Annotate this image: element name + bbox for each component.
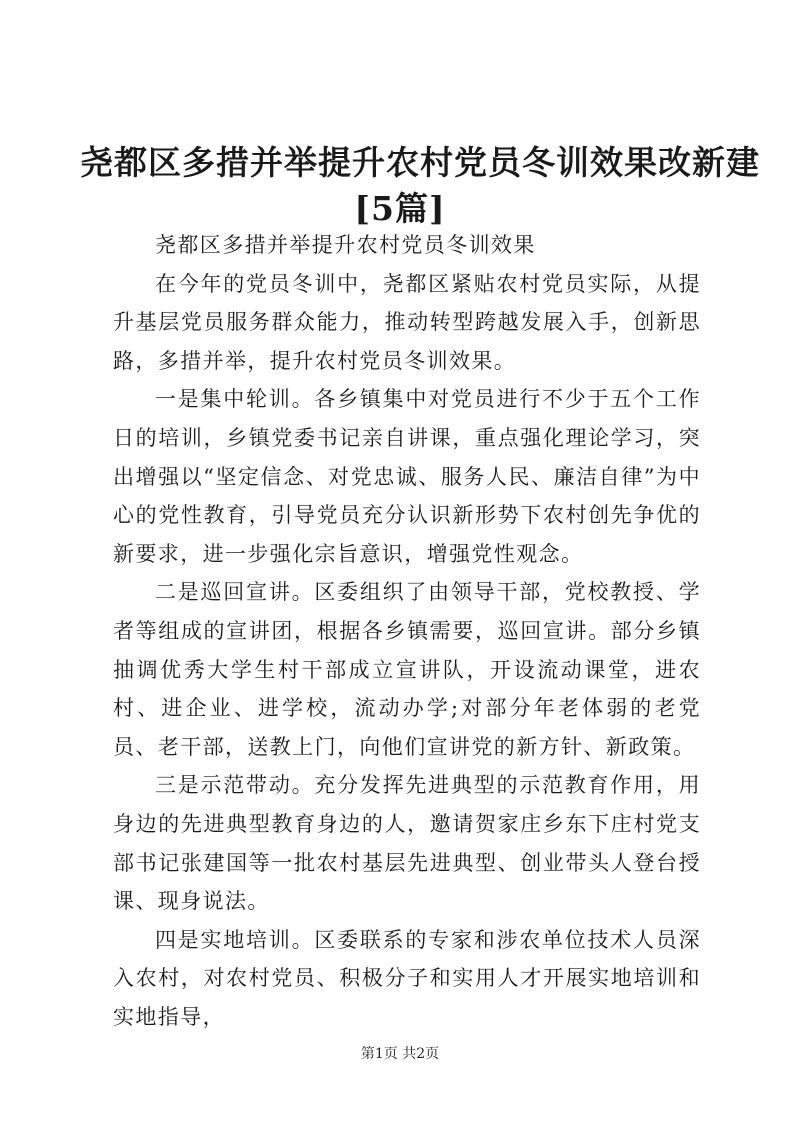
page-number-label: 第1页 共2页 xyxy=(360,1046,440,1062)
document-body xyxy=(113,226,701,1036)
page-footer xyxy=(0,1044,800,1064)
paragraph-field-training: 四是实地培训。区委联系的专家和涉农单位技术人员深入农村，对农村党员、积极分子和实用人才开展实地培训和实地指导， xyxy=(113,927,701,1029)
paragraph-intro: 在今年的党员冬训中，尧都区紧贴农村党员实际，从提升基层党员服务群众能力，推动转型跨越发展入手，创新思路，多措并举，提升农村党员冬训效果。 xyxy=(113,271,701,373)
paragraph-model-leadership: 三是示范带动。充分发挥先进典型的示范教育作用，用身边的先进典型教育身边的人，邀请贺家庄乡东下庄村党支部书记张建国等一批农村基层先进典型、创业带头人登台授课、现身说法。 xyxy=(113,773,701,914)
paragraph-touring-lectures: 二是巡回宣讲。区委组织了由领导干部，党校教授、学者等组成的宣讲团，根据各乡镇需要，巡回宣讲。部分乡镇抽调优秀大学生村干部成立宣讲队，开设流动课堂，进农村、进企业、进学校，流动办学;对部分年老体弱的老党员、老干部，送教上门，向他们宣讲党的新方针、新政策。 xyxy=(113,580,701,759)
title-line-1: 尧都区多措并举提升农村党员冬训效果改新建 xyxy=(80,143,760,182)
paragraph-focused-training: 一是集中轮训。各乡镇集中对党员进行不少于五个工作日的培训，乡镇党委书记亲自讲课，重点强化理论学习，突出增强以“坚定信念、对党忠诚、服务人民、廉洁自律”为中心的党性教育，引导党员充分认识新形势下农村创先争优的新要求，进一步强化宗旨意识，增强党性观念。 xyxy=(113,387,701,566)
document-title xyxy=(80,140,760,232)
title-line-2: [5篇] xyxy=(354,189,446,228)
document-subtitle: 尧都区多措并举提升农村党员冬训效果 xyxy=(155,233,536,257)
